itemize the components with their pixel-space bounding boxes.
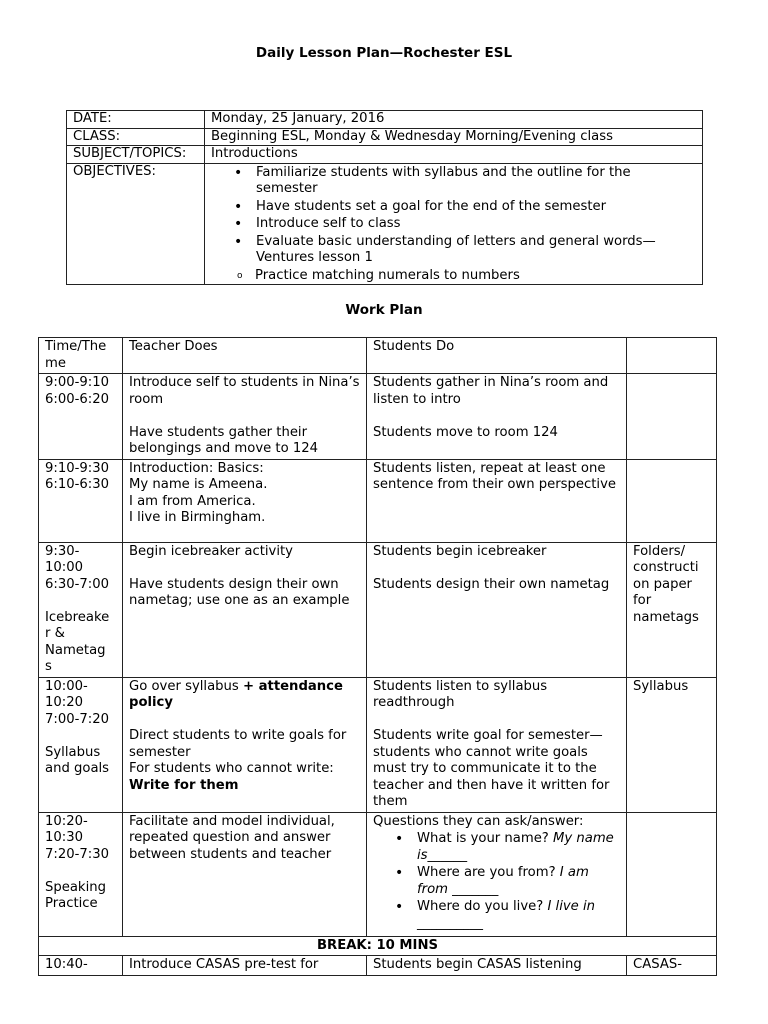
students-cell: Students listen, repeat at least one sentence from their own perspective <box>367 459 627 542</box>
subject-value: Introductions <box>205 146 703 164</box>
time-value: 7:20-7:30 <box>45 846 109 862</box>
teacher-cell <box>123 374 367 460</box>
table-row <box>39 677 717 812</box>
teacher-cell: Facilitate and model individual, repeated question and answer between students and teacher <box>123 812 367 936</box>
date-value: Monday, 25 January, 2016 <box>205 111 703 129</box>
work-plan-header-row <box>39 338 717 374</box>
teacher-text: Introduce self to students in Nina’s room <box>129 375 360 407</box>
work-plan-title: Work Plan <box>345 302 423 318</box>
objective-item: • Evaluate basic understanding of letters and general words—Ventures lesson 1 <box>256 233 696 267</box>
sub-objectives-list <box>211 267 696 285</box>
subject-row <box>67 146 703 164</box>
date-row <box>67 111 703 129</box>
table-row <box>39 812 717 936</box>
column-header-students: Students Do <box>367 338 627 374</box>
time-value: 7:00-7:20 <box>45 711 109 727</box>
students-text: Questions they can ask/answer: <box>373 813 584 829</box>
date-label: DATE: <box>67 111 205 129</box>
materials-cell <box>627 374 717 460</box>
table-row <box>39 374 717 460</box>
question-item: • Where do you live? I live in __________ <box>417 898 620 932</box>
class-label: CLASS: <box>67 128 205 146</box>
students-cell <box>367 542 627 677</box>
activity-name: Speaking Practice <box>45 879 106 911</box>
time-value: 6:00-6:20 <box>45 391 109 407</box>
teacher-text: I live in Birmingham. <box>129 510 266 525</box>
table-row <box>39 956 717 976</box>
time-value: 10:20 <box>45 695 84 710</box>
teacher-cell <box>123 542 367 677</box>
teacher-cell: Introduce CASAS pre-test for <box>123 956 367 976</box>
objective-item: • Introduce self to class <box>256 215 696 233</box>
students-text: Students listen to syllabus readthrough <box>373 678 548 710</box>
class-row <box>67 128 703 146</box>
time-cell <box>39 459 123 542</box>
materials-cell: CASAS- <box>627 956 717 976</box>
students-text: Students gather in Nina’s room and listen to intro <box>373 375 609 407</box>
students-cell <box>367 374 627 460</box>
break-label: BREAK: 10 MINS <box>39 936 717 956</box>
time-value: 9:10-9:30 <box>45 460 109 476</box>
objectives-label: OBJECTIVES: <box>67 163 205 285</box>
teacher-text: Go over syllabus + attendance policy <box>129 678 343 710</box>
document-title: Daily Lesson Plan—Rochester ESL <box>255 45 513 61</box>
time-cell <box>39 677 123 812</box>
materials-cell: Folders/ constructi on paper for nametags <box>627 542 717 677</box>
time-cell <box>39 812 123 936</box>
teacher-text: Direct students to write goals for semester <box>129 728 347 760</box>
objective-item: • Familiarize students with syllabus and the outline for the semester <box>256 164 696 198</box>
question-item: • Where are you from? I am from _______ <box>417 864 620 898</box>
students-text: Students design their own nametag <box>373 576 610 592</box>
teacher-cell <box>123 677 367 812</box>
work-plan-table <box>38 337 717 976</box>
activity-name: Icebreake r & Nametag s <box>45 609 110 674</box>
teacher-text: Introduction: Basics: <box>129 460 264 476</box>
time-cell <box>39 542 123 677</box>
students-cell <box>367 677 627 812</box>
time-value: 10:00 <box>45 560 84 575</box>
time-value: 10:00- <box>45 678 88 694</box>
teacher-text: Begin icebreaker activity <box>129 543 293 559</box>
teacher-text: Have students gather their belongings and move to 124 <box>129 424 319 456</box>
class-value: Beginning ESL, Monday & Wednesday Morning/Evening class <box>205 128 703 146</box>
students-text: Students write goal for semester—students who cannot write goals must try to communicate it to the teacher and then have it written for them <box>373 728 610 809</box>
teacher-text: I am from America. <box>129 493 256 509</box>
students-cell <box>367 812 627 936</box>
time-value: 6:30-7:00 <box>45 576 109 592</box>
time-cell: 10:40- <box>39 956 123 976</box>
students-text: Students begin icebreaker <box>373 543 547 559</box>
time-value: 10:30 <box>45 830 84 845</box>
objectives-list <box>211 164 696 267</box>
students-text: Students move to room 124 <box>373 424 558 440</box>
teacher-cell <box>123 459 367 542</box>
subject-label: SUBJECT/TOPICS: <box>67 146 205 164</box>
materials-cell <box>627 459 717 542</box>
break-row <box>39 936 717 956</box>
teacher-text: For students who cannot write: <box>129 761 334 776</box>
column-header-teacher: Teacher Does <box>123 338 367 374</box>
objectives-row <box>67 163 703 285</box>
time-cell <box>39 374 123 460</box>
question-item: • What is your name? My name is______ <box>417 830 620 864</box>
time-value: 6:10-6:30 <box>45 477 109 492</box>
time-value: 9:30- <box>45 543 80 559</box>
table-row <box>39 542 717 677</box>
teacher-text-bold: Write for them <box>129 777 239 793</box>
time-value: 10:20- <box>45 813 88 829</box>
objectives-value <box>205 163 703 285</box>
objective-item: • Have students set a goal for the end of the semester <box>256 198 696 216</box>
table-row <box>39 459 717 542</box>
questions-list <box>373 830 620 932</box>
teacher-text: My name is Ameena. <box>129 477 268 492</box>
students-cell: Students begin CASAS listening <box>367 956 627 976</box>
column-header-time: Time/The me <box>39 338 123 374</box>
activity-name: Syllabus and goals <box>45 744 110 776</box>
column-header-materials <box>627 338 717 374</box>
lesson-header-table <box>66 110 703 285</box>
time-value: 9:00-9:10 <box>45 375 109 390</box>
sub-objective-item: o Practice matching numerals to numbers <box>255 267 696 285</box>
materials-cell <box>627 812 717 936</box>
materials-cell: Syllabus <box>627 677 717 812</box>
teacher-text: Have students design their own nametag; use one as an example <box>129 576 350 608</box>
